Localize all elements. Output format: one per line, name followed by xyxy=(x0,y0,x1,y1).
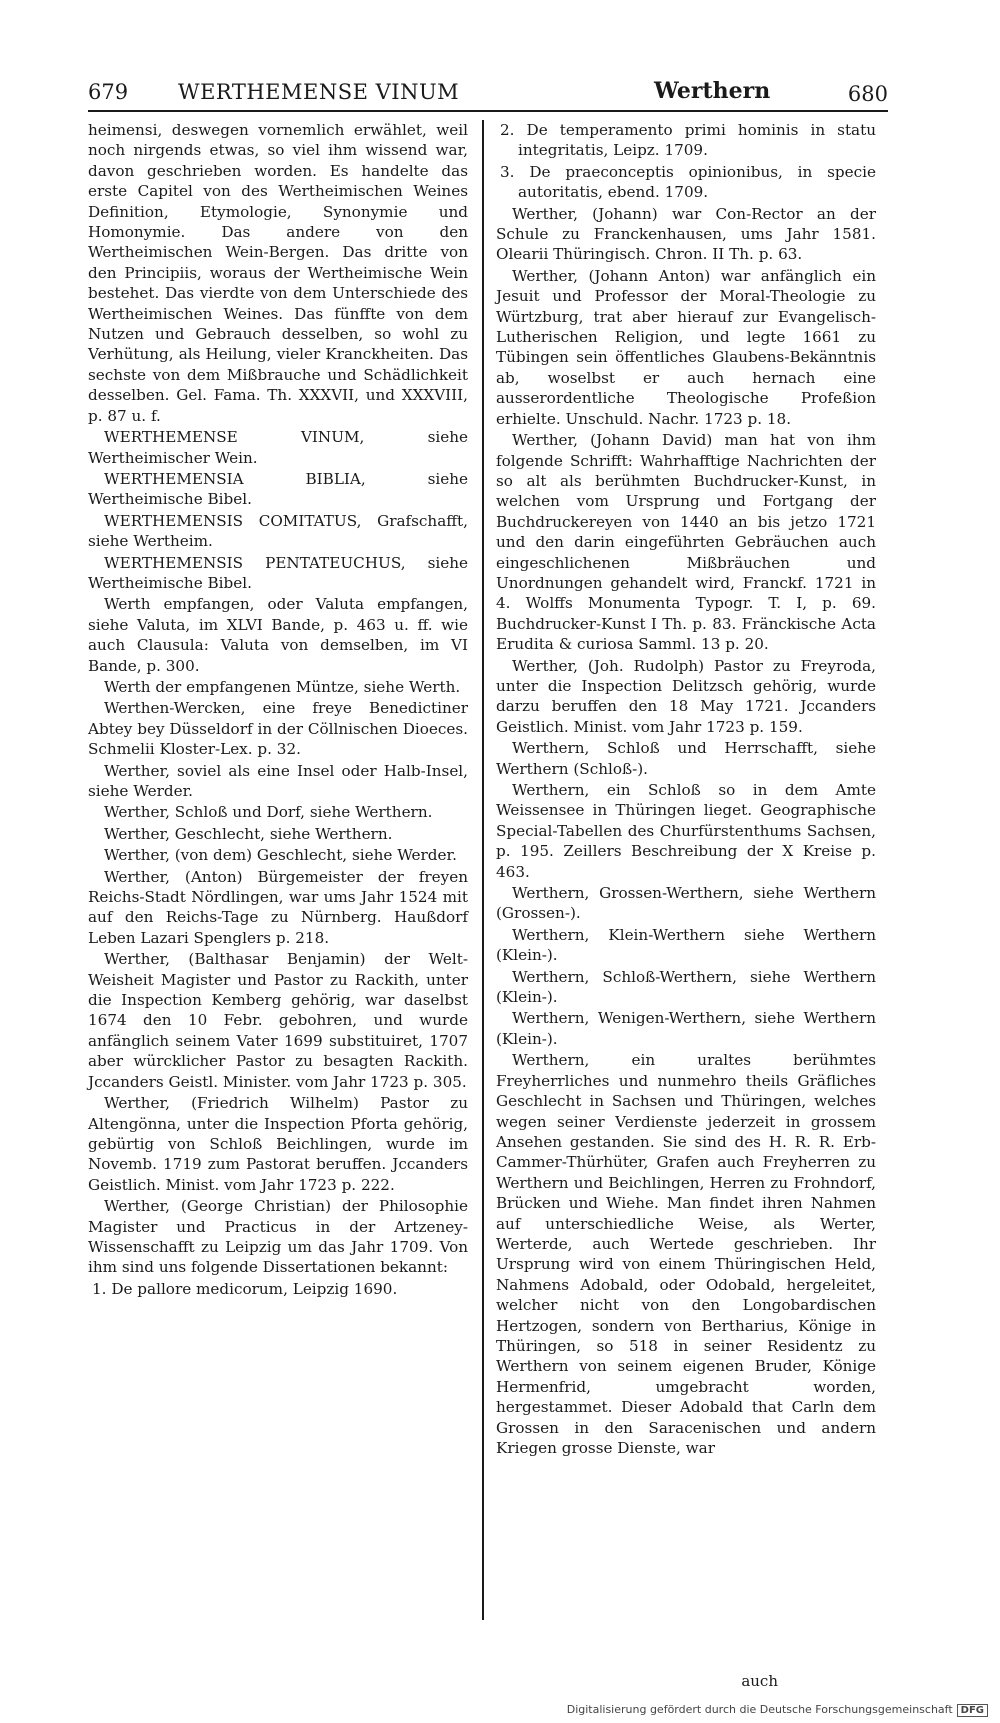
article-entry: Werthern, Wenigen-Werthern, siehe Werthern (Klein-). xyxy=(496,1009,876,1048)
article-entry: Werther, (Anton) Bürgemeister der freyen Reichs-Stadt Nördlingen, war ums Jahr 1524 mit auf den Reichs-Tage zu Nürnberg. Haußdorf Leben Lazari Spenglers p. 218. xyxy=(88,867,468,947)
article-entry: Werther, Geschlecht, siehe Werthern. xyxy=(104,824,393,843)
article-entry: Werther, (Johann David) man hat von ihm folgende Schrifft: Wahrhafftige Nachrichten der so alt als berühmten Buchdrucker-Kunst, in welchen vom Ursprung und Fortgang der Buchdruckereyen von 1440 an bis jetzo 1721 und den darin eingeführten Gebräuchen auch eingeschlichenen Mißbräuchen und Unordnungen gehandelt wird, Franckf. 1721 in 4. Wolffs Monumenta Typogr. T. I, p. 69. Buchdrucker-Kunst I Th. p. 83. Fränckische Acta Erudita & curiosa Samml. 13 p. 20. xyxy=(496,431,876,654)
article-entry: Werthern, Klein-Werthern siehe Werthern (Klein-). xyxy=(496,925,876,965)
numbered-item: 2. De temperamento primi hominis in statu integritatis, Leipz. 1709. xyxy=(500,121,876,160)
credit-text: Digitalisierung gefördert durch die Deutsche Forschungsgemeinschaft xyxy=(566,1703,953,1716)
article-entry: Werth der empfangenen Müntze, siehe Werth. xyxy=(104,677,461,696)
book-page xyxy=(88,70,888,1690)
column-divider xyxy=(482,120,484,1620)
digitization-credit xyxy=(567,1703,988,1717)
article-entry: Werther, soviel als eine Insel oder Halb-Insel, siehe Werder. xyxy=(88,761,468,800)
article-entry: Werthern, ein uraltes berühmtes Freyherrliches und nunmehro theils Gräfliches Geschlecht in Sachsen und Thüringen, welches wegen seiner Verdienste jederzeit in grossem Ansehen gestanden. Sie sind des H. R. R. Erb-Cammer-Thürhüter, Grafen auch Freyherren zu Werthern und Beichlingen, Herren zu Frohndorf, Brücken und Wiehe. Man findet ihren Nahmen auf unterschiedliche Weise, als Werter, Werterde, auch Wertede geschrieben. Ihr Ursprung wird von einem Thüringischen Held, Nahmens Adobald, oder Odobald, hergeleitet, welcher nicht von den Longobardischen Hertzogen, sondern von Bertharius, Könige in Thüringen, so 518 in seiner Residentz zu Werthern von seinem eigenen Bruder, Könige Hermenfrid, umgebracht worden, hergestammet. Dieser Adobald that Carln dem Grossen in den Saracenischen und andern Kriegen grosse Dienste, war xyxy=(496,1051,876,1457)
article-entry: Werthen-Wercken, eine freye Benedictiner Abtey bey Düsseldorf in der Cöllnischen Dioeces. Schmelii Kloster-Lex. p. 32. xyxy=(88,699,468,759)
article-entry: Werthern, Schloß und Herrschafft, siehe Werthern (Schloß-). xyxy=(496,739,876,778)
dfg-logo: DFG xyxy=(957,1704,988,1717)
article-entry: WERTHEMENSIS PENTATEUCHUS, siehe Wertheimische Bibel. xyxy=(88,553,468,592)
article-entry: Werther, (von dem) Geschlecht, siehe Werder. xyxy=(104,846,457,865)
article-entry: Werthern, Grossen-Werthern, siehe Werthern (Grossen-). xyxy=(496,884,876,923)
article-entry: WERTHEMENSIS COMITATUS, Grafschafft, siehe Wertheim. xyxy=(88,511,468,551)
article-entry: Werther, (Balthasar Benjamin) der Welt-Weisheit Magister und Pastor zu Rackith, unter die Inspection Kemberg gehörig, war daselbst 1674 den 10 Febr. gebohren, und wurde anfänglich seinem Vater 1699 substituiret, 1707 aber würcklicher Pastor zu besagten Rackith. Jccanders Geistl. Minister. vom Jahr 1723 p. 305. xyxy=(88,950,468,1091)
right-page-number: 680 xyxy=(847,82,888,106)
article-entry: WERTHEMENSE VINUM, siehe Wertheimischer Wein. xyxy=(88,428,468,467)
article-entry: Werth empfangen, oder Valuta empfangen, siehe Valuta, im XLVI Bande, p. 463 u. ff. wie auch Clausula: Valuta von demselben, im VI Bande, p. 300. xyxy=(88,595,468,675)
article-entry: Werther, (Friedrich Wilhelm) Pastor zu Altengönna, unter die Inspection Pforta gehörig, gebürtig von Schloß Beichlingen, wurde im Novemb. 1719 zum Pastorat beruffen. Jccanders Geistlich. Minist. vom Jahr 1723 p. 222. xyxy=(88,1094,468,1194)
article-entry: Werther, (Johann Anton) war anfänglich ein Jesuit und Professor der Moral-Theologie zu Würtzburg, trat aber hierauf zur Evangelisch-Lutherischen Religion, und legte 1661 zu Tübingen sein öffentliches Glaubens-Bekänntnis ab, woselbst er auch hernach eine ausserordentliche Theologische Profeßion erhielte. Unschuld. Nachr. 1723 p. 18. xyxy=(496,266,876,428)
article-continuation: heimensi, deswegen vornemlich erwählet, weil noch nirgends etwas, so viel ihm wissend war, davon geschrieben worden. Es handelte das erste Capitel von des Wertheimischen Weines Definition, Etymologie, Synonymie und Homonymie. Das andere von den Wertheimischen Wein-Bergen. Das dritte von den Principiis, woraus der Wertheimische Wein bestehet. Das vierdte von dem Unterschiede des Wertheimischen Weines. Das fünffte von dem Nutzen und Gebrauch desselben, so wohl zu Verhütung, als Heilung, vieler Kranckheiten. Das sechste von dem Mißbrauche und Schädlichkeit desselben. Gel. Fama. Th. XXXVII, und XXXVIII, p. 87 u. f. xyxy=(88,121,468,425)
article-entry: WERTHEMENSIA BIBLIA, siehe Wertheimische Bibel. xyxy=(88,469,468,509)
left-page-number: 679 xyxy=(88,80,129,104)
article-entry: Werther, (Joh. Rudolph) Pastor zu Freyroda, unter die Inspection Delitzsch gehörig, wurde darzu beruffen den 18 May 1721. Jccanders Geistlich. Minist. vom Jahr 1723 p. 159. xyxy=(496,656,876,736)
right-text-column xyxy=(496,120,876,1459)
article-entry: Werther, Schloß und Dorf, siehe Werthern. xyxy=(104,803,433,822)
catchword: auch xyxy=(741,1672,778,1690)
running-header xyxy=(88,70,888,112)
left-text-column xyxy=(88,120,468,1300)
numbered-item: 3. De praeconceptis opinionibus, in specie autoritatis, ebend. 1709. xyxy=(500,162,876,202)
numbered-item: 1. De pallore medicorum, Leipzig 1690. xyxy=(92,1279,398,1298)
left-running-title: WERTHEMENSE VINUM xyxy=(178,80,460,104)
article-entry: Werther, (George Christian) der Philosophie Magister und Practicus in der Artzeney-Wissenschafft zu Leipzig um das Jahr 1709. Von ihm sind uns folgende Dissertationen bekannt: xyxy=(88,1197,468,1277)
article-entry: Werthern, ein Schloß so in dem Amte Weissensee in Thüringen lieget. Geographische Special-Tabellen des Churfürstenthums Sachsen, p. 195. Zeillers Beschreibung der X Kreise p. 463. xyxy=(496,781,876,881)
right-running-title: Werthern xyxy=(654,78,771,104)
article-entry: Werthern, Schloß-Werthern, siehe Werthern (Klein-). xyxy=(496,967,876,1007)
article-entry: Werther, (Johann) war Con-Rector an der Schule zu Franckenhausen, ums Jahr 1581. Olearii Thüringisch. Chron. II Th. p. 63. xyxy=(496,204,876,264)
